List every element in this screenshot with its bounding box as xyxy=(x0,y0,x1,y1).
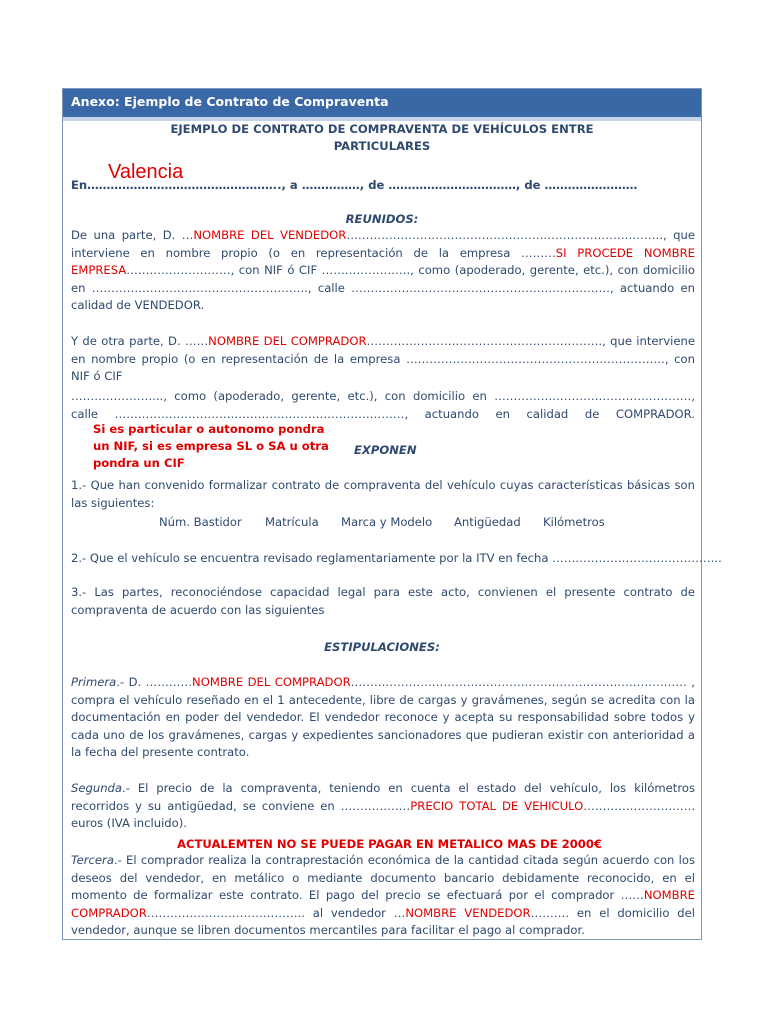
primera-text-b: …………………………………………………………………………… , compra el vehículo reseñado en el 1 antecedente, libre de cargas y gravámenes, según se acredita con la documentación en poder del vendedor. El vendedor reconoce y acepta su responsabilidad sobre todos y cada uno de los gravámenes, cargas y expedientes sancionadores que pudieran existir con anterioridad a la fecha del presente contrato. xyxy=(71,675,695,760)
segunda-label: Segunda xyxy=(71,781,123,795)
clause-tercera xyxy=(71,852,695,940)
exponen-heading: EXPONEN xyxy=(354,443,417,457)
field-antiguedad: Antigüedad xyxy=(454,515,521,529)
annex-title: Anexo: Ejemplo de Contrato de Compraventa xyxy=(71,94,389,109)
primera-label: Primera xyxy=(71,675,117,689)
company-name-placeholder: SI PROCEDE NOMBRE EMPRESA xyxy=(71,245,695,278)
primera-text-a: .- D. ………… xyxy=(116,675,193,689)
city-name: Valencia xyxy=(108,161,184,183)
buyer-paragraph xyxy=(71,333,695,386)
nif-note-line3: pondra un CIF xyxy=(93,456,185,470)
clause-primera xyxy=(71,674,695,762)
estipulaciones-heading: ESTIPULACIONES: xyxy=(324,640,440,654)
tercera-text-c: ………. en el domicilio del vendedor, aunque se libren documentos mercantiles para facilitar el pago al comprador. xyxy=(71,905,695,938)
nif-note-line1: Si es particular o autonomo pondra xyxy=(93,422,325,436)
tercera-text-b: ………………………………….. al vendedor … xyxy=(146,905,406,920)
tercera-label: Tercera xyxy=(71,853,114,867)
primera-buyer-placeholder: NOMBRE DEL COMPRADOR xyxy=(192,675,351,689)
seller-text-c: ………………………, con NIF ó CIF ………………….., como (apoderado, gerente, etc.), con domicilio en ……………………………………………….., calle …………………………………………………………., actuando en calidad de VENDEDOR. xyxy=(71,263,695,313)
nif-note-line2: un NIF, si es empresa SL o SA u otra xyxy=(93,439,329,453)
exponen-item-2: 2.- Que el vehículo se encuentra revisado reglamentariamente por la ITV en fecha …………………………………….. xyxy=(71,551,722,565)
segunda-text-a: .- El precio de la compraventa, teniendo en cuenta el estado del vehículo, los kilómetros recorridos y su antigüedad, se conviene en ……………… xyxy=(71,781,695,813)
exponen-item-1: 1.- Que han convenido formalizar contrato de compraventa del vehículo cuyas características básicas son las siguientes: xyxy=(71,478,695,510)
clause-segunda xyxy=(71,780,695,833)
tercera-buyer-placeholder: NOMBRE COMPRADOR xyxy=(71,888,695,920)
reunidos-heading: REUNIDOS: xyxy=(345,212,419,226)
seller-name-placeholder: NOMBRE DEL VENDEDOR xyxy=(193,228,347,242)
buyer-name-placeholder: NOMBRE DEL COMPRADOR xyxy=(208,334,367,348)
annex-header xyxy=(63,89,701,117)
seller-text-b: ………………………………………………………………………., que interviene en nombre propio (o en representación de la empresa ……… xyxy=(71,228,695,260)
seller-paragraph xyxy=(71,227,695,315)
contract-frame xyxy=(62,88,722,940)
date-line: En………………………………………….., a ……………, de ……………………………, de …………………… xyxy=(71,178,638,192)
segunda-text-b: ……………………….. euros (IVA incluido). xyxy=(71,798,696,831)
field-marca-modelo: Marca y Modelo xyxy=(341,515,433,529)
seller-text-a: De una parte, D. … xyxy=(71,228,194,242)
contract-title-line1: EJEMPLO DE CONTRATO DE COMPRAVENTA DE VEHÍCULOS ENTRE xyxy=(170,122,594,136)
contract-title-line2: PARTICULARES xyxy=(333,139,431,153)
buyer-text-b: ……………………………………………………., que interviene en nombre propio (o en representación de la empresa …………………………………………………………., con NIF ó CIF xyxy=(71,334,696,384)
tercera-seller-placeholder: NOMBRE VENDEDOR xyxy=(405,905,531,920)
field-kilometros: Kilómetros xyxy=(543,515,605,529)
buyer-text-a: Y de otra parte, D. …… xyxy=(71,334,209,348)
tercera-text-a: .- El comprador realiza la contraprestación económica de la cantidad citada según acuerdo con los deseos del vendedor, en metálico o mediante documento bancario debidamente reconocido, en el momento de formalizar este contrato. El pago del precio se efectuará por el comprador …… xyxy=(71,853,695,903)
cash-limit-warning: ACTUALEMTEN NO SE PUEDE PAGAR EN METALICO MAS DE 2000€ xyxy=(177,837,603,851)
field-bastidor: Núm. Bastidor xyxy=(159,515,242,529)
buyer-paragraph-cont: …………………..., como (apoderado, gerente, etc.), con domicilio en ……………………………………………, calle …………………………………………………………………, actuando en calidad de COMPRADOR. xyxy=(71,389,695,421)
price-placeholder: PRECIO TOTAL DE VEHICULO xyxy=(410,798,584,813)
field-matricula: Matrícula xyxy=(265,515,319,529)
exponen-item-3: 3.- Las partes, reconociéndose capacidad legal para este acto, convienen el presente contrato de compraventa de acuerdo con las siguientes xyxy=(71,585,695,617)
